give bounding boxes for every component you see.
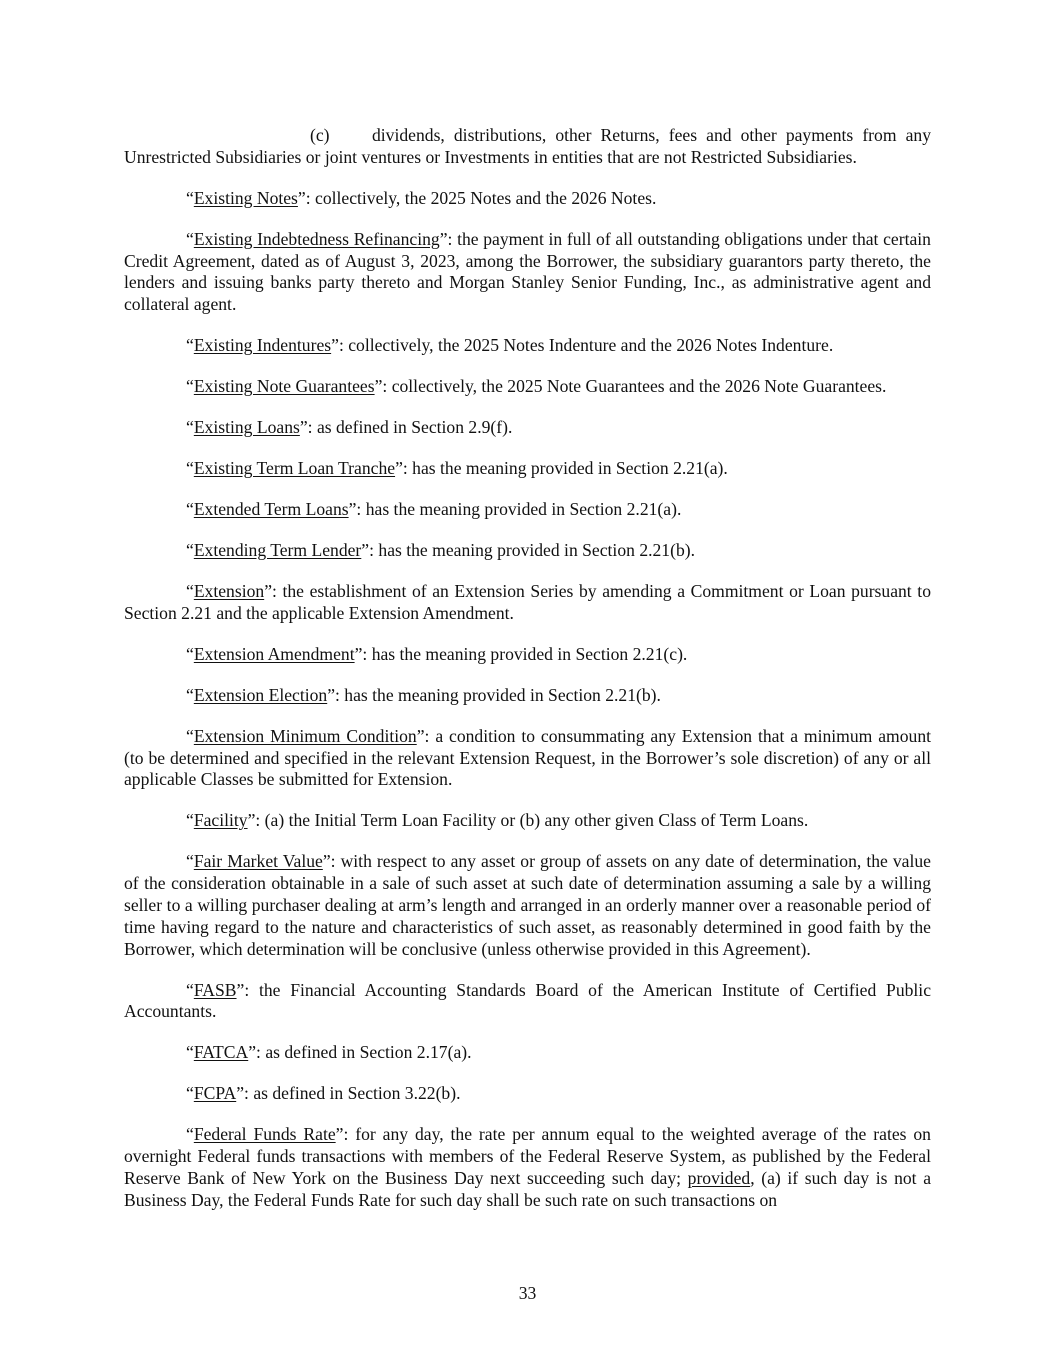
document-page xyxy=(124,125,931,1231)
definition-term: Extended Term Loans xyxy=(193,499,349,520)
definition-paragraph: “Extension Election”: has the meaning provided in Section 2.21(b). xyxy=(186,684,661,705)
definition-paragraph: “Facility”: (a) the Initial Term Loan Facility or (b) any other given Class of Term Loans. xyxy=(186,810,809,831)
definition-paragraph: “Fair Market Value”: with respect to any asset or group of assets on any date of determination, the value of the consideration obtainable in a sale of such asset at such date of determination assuming a sale by a willing seller to a willing purchaser dealing at arm’s length and arranged in an orderly manner over a reasonable period of time having regard to the nature and characteristics of such asset, as reasonably determined in good faith by the Borrower, which determination will be conclusive (unless otherwise provided in this Agreement). xyxy=(124,851,931,959)
definition-federal-funds-rate: “Federal Funds Rate”: for any day, the rate per annum equal to the weighted average of the rates on overnight Federal funds transactions with members of the Federal Reserve System, as published by the Federal Reserve Bank of New York on the Business Day next succeeding such day; provided, (a) if such day is not a Business Day, the Federal Funds Rate for such day shall be such rate on such transactions on xyxy=(124,1124,932,1210)
definition-paragraph: “Extension”: the establishment of an Extension Series by amending a Commitment or Loan pursuant to Section 2.21 and the applicable Extension Amendment. xyxy=(124,581,931,623)
definition-body: : for any day, the rate per annum equal to the weighted average of the rates on overnight Federal funds transactions with members of the Federal Reserve System, as published by the Federal Reserve Bank of New York on the Business Day next succeeding such day; xyxy=(124,1124,931,1188)
definition-term: Federal Funds Rate xyxy=(193,1124,336,1145)
definition-paragraph: “Existing Loans”: as defined in Section 2.9(f). xyxy=(186,417,513,438)
definition-paragraph: “FASB”: the Financial Accounting Standards Board of the American Institute of Certified Public Accountants. xyxy=(124,979,931,1022)
definition-paragraph: “Extension Minimum Condition”: a condition to consummating any Extension that a minimum amount (to be determined and specified in the relevant Extension Request, in the Borrower’s sole discretion) of any or all applicable Classes be submitted for Extension. xyxy=(124,725,932,790)
clause-label: (c) xyxy=(310,125,330,145)
definition-term: Facility xyxy=(193,810,248,831)
definition-term: Existing Term Loan Tranche xyxy=(193,458,396,479)
page-number: 33 xyxy=(518,1283,537,1303)
definition-body: : the establishment of an Extension Series by amending a Commitment or Loan pursuant to Section 2.21 and the applicable Extension Amendment. xyxy=(124,581,931,623)
definition-body: : collectively, the 2025 Notes and the 2026 Notes. xyxy=(305,187,657,208)
definition-paragraph: “Extension Amendment”: has the meaning provided in Section 2.21(c). xyxy=(186,643,688,664)
definition-term: Extension xyxy=(193,581,265,602)
definition-paragraph: “Existing Term Loan Tranche”: has the meaning provided in Section 2.21(a). xyxy=(186,458,728,479)
definition-term: Existing Indentures xyxy=(193,335,332,356)
definition-body: : the payment in full of all outstanding obligations under that certain Credit Agreement, dated as of August 3, 2023, among the Borrower, the subsidiary guarantors party thereto, the lenders and issuing banks party thereto and Morgan Stanley Senior Funding, Inc., as administrative agent and collateral agent. xyxy=(124,228,931,315)
clause-text: dividends, distributions, other Returns, fees and other payments from any Unrestricted Subsidiaries or joint ventures or Investments in entities that are not Restricted Subsidiaries. xyxy=(124,125,931,167)
definition-term: FATCA xyxy=(193,1042,249,1063)
definition-term: Extension Amendment xyxy=(193,643,355,664)
definition-paragraph: “Existing Notes”: collectively, the 2025 Notes and the 2026 Notes. xyxy=(186,187,657,208)
definition-body: : a condition to consummating any Extension that a minimum amount (to be determined and specified in the relevant Extension Request, in the Borrower’s sole discretion) of any or all applicable Classes be submitted for Extension. xyxy=(124,725,932,790)
definition-body: : has the meaning provided in Section 2.21(b). xyxy=(369,540,696,561)
definition-paragraph: “Existing Indentures”: collectively, the 2025 Notes Indenture and the 2026 Notes Indenture. xyxy=(186,335,834,356)
definition-body: : (a) the Initial Term Loan Facility or (b) any other given Class of Term Loans. xyxy=(255,810,809,831)
definition-body: : has the meaning provided in Section 2.21(a). xyxy=(402,458,728,479)
definition-term: Existing Indebtedness Refinancing xyxy=(193,228,440,249)
definition-term: Existing Loans xyxy=(193,417,300,438)
definitions-list xyxy=(124,188,931,1105)
definition-term: Extension Election xyxy=(193,684,328,705)
definition-paragraph: “Extending Term Lender”: has the meaning provided in Section 2.21(b). xyxy=(186,540,696,561)
definition-body: : as defined in Section 3.22(b). xyxy=(244,1083,461,1104)
definition-term: Extending Term Lender xyxy=(193,540,362,561)
definition-body: : collectively, the 2025 Note Guarantees and the 2026 Note Guarantees. xyxy=(382,376,887,397)
definition-body: : collectively, the 2025 Notes Indenture and the 2026 Notes Indenture. xyxy=(338,335,834,356)
definition-term: Extension Minimum Condition xyxy=(193,725,417,746)
definition-body-continued: , (a) if such day is not a Business Day, the Federal Funds Rate for such day shall be such rate on such transactions on xyxy=(124,1167,932,1210)
definition-body: : as defined in Section 2.17(a). xyxy=(256,1042,472,1063)
definition-body: : the Financial Accounting Standards Board of the American Institute of Certified Public Accountants. xyxy=(124,979,931,1022)
definition-term: FCPA xyxy=(193,1083,237,1104)
definition-paragraph: “Existing Note Guarantees”: collectively, the 2025 Note Guarantees and the 2026 Note Guarantees. xyxy=(186,376,887,397)
definition-body: : has the meaning provided in Section 2.21(b). xyxy=(335,684,661,705)
definition-term: Existing Notes xyxy=(193,187,298,208)
definition-paragraph: “Extended Term Loans”: has the meaning provided in Section 2.21(a). xyxy=(186,499,682,520)
definition-body: : has the meaning provided in Section 2.21(c). xyxy=(362,643,688,664)
provided-term: provided xyxy=(687,1167,751,1188)
clause-c xyxy=(124,125,931,169)
definition-term: FASB xyxy=(193,979,237,1000)
definition-body: : has the meaning provided in Section 2.21(a). xyxy=(356,499,682,520)
definition-paragraph: “Existing Indebtedness Refinancing”: the payment in full of all outstanding obligations under that certain Credit Agreement, dated as of August 3, 2023, among the Borrower, the subsidiary guarantors party thereto, the lenders and issuing banks party thereto and Morgan Stanley Senior Funding, Inc., as administrative agent and collateral agent. xyxy=(124,228,931,315)
definition-term: Existing Note Guarantees xyxy=(193,376,375,397)
definition-paragraph: “FATCA”: as defined in Section 2.17(a). xyxy=(186,1042,472,1063)
definition-term: Fair Market Value xyxy=(193,851,323,872)
definition-paragraph: “FCPA”: as defined in Section 3.22(b). xyxy=(186,1083,461,1104)
definition-body: : as defined in Section 2.9(f). xyxy=(307,417,513,438)
definition-body: : with respect to any asset or group of assets on any date of determination, the value of the consideration obtainable in a sale of such asset at such date of determination assuming a sale by a willing seller to a willing purchaser dealing at arm’s length and arranged in an orderly manner over a reasonable period of time having regard to the nature and characteristics of such asset, as reasonably determined in good faith by the Borrower, which determination will be conclusive (unless otherwise provided in this Agreement). xyxy=(124,851,931,959)
